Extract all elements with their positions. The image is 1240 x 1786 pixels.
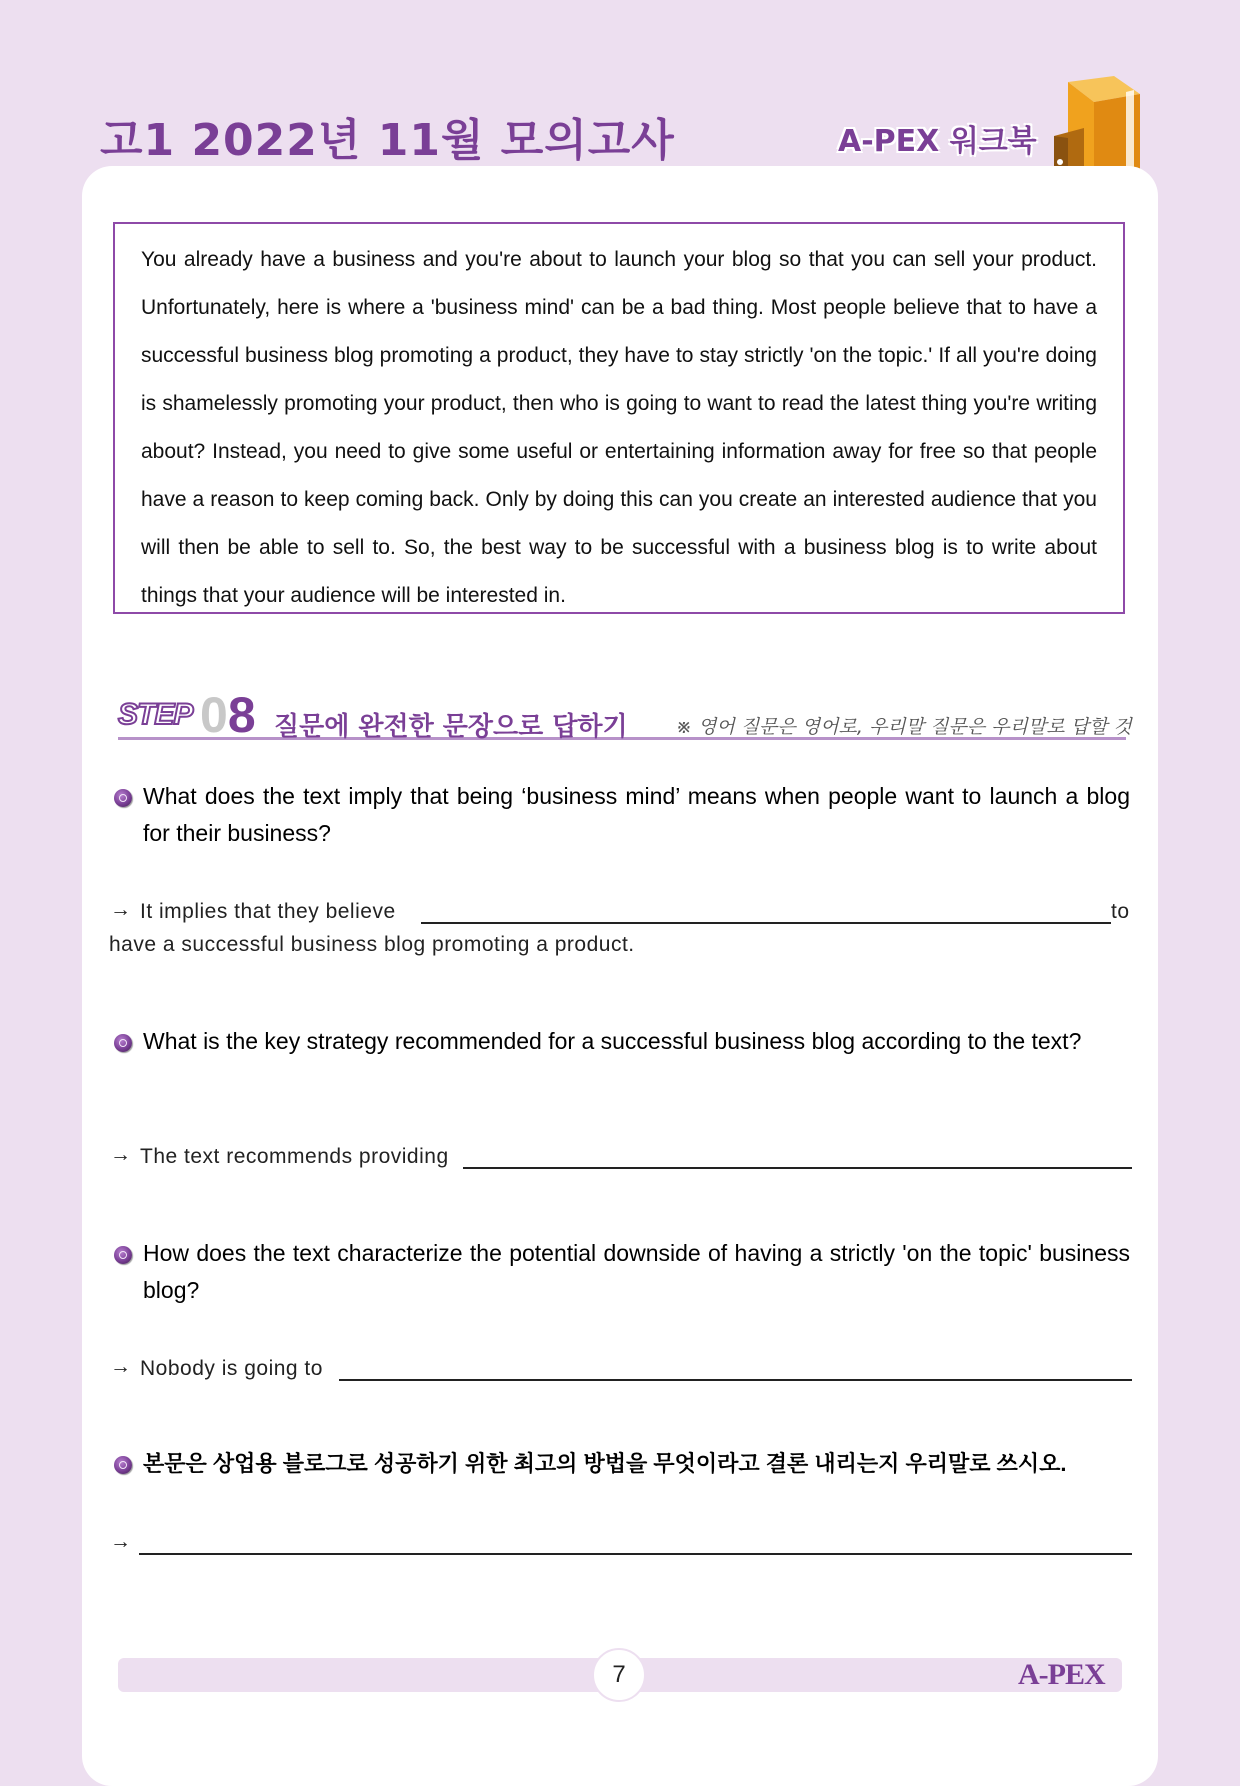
answer-2-blank[interactable]	[463, 1167, 1132, 1169]
answer-3-blank[interactable]	[339, 1379, 1132, 1381]
brand-logo: A-PEX 워크북	[838, 124, 1037, 159]
step-label: STEP	[118, 698, 193, 731]
answer-2-prefix: The text recommends providing	[140, 1145, 449, 1168]
step-number-digit-a: 0	[200, 687, 228, 743]
question-3: How does the text characterize the potential downside of having a strictly 'on the topic' business blog?	[143, 1240, 1130, 1303]
step-title: 질문에 완전한 문장으로 답하기	[274, 712, 628, 742]
footer-brand-logo: A-PEX	[1018, 1658, 1105, 1691]
page-title: 고1 2022년 11월 모의고사	[100, 115, 675, 166]
question-bullet-icon	[114, 1456, 132, 1474]
answer-4-blank[interactable]	[139, 1553, 1132, 1555]
answer-1-suffix: to	[1111, 900, 1130, 923]
answer-3-prefix: Nobody is going to	[140, 1357, 323, 1380]
answer-1-blank[interactable]	[421, 922, 1111, 924]
answer-arrow: →	[110, 898, 132, 921]
page-number: 7	[592, 1648, 646, 1702]
answer-1-prefix: It implies that they believe	[140, 900, 396, 923]
question-4: 본문은 상업용 블로그로 성공하기 위한 최고의 방법을 무엇이라고 결론 내리는지 우리말로 쓰시오.	[143, 1451, 1067, 1476]
question-bullet-icon	[114, 1034, 132, 1052]
answer-arrow: →	[110, 1530, 132, 1553]
answer-1-continued: have a successful business blog promoting a product.	[109, 933, 635, 956]
question-2: What is the key strategy recommended for a successful business blog according to the text?	[143, 1028, 1082, 1054]
question-bullet-icon	[114, 1246, 132, 1264]
step-number-digit-b: 8	[227, 687, 256, 743]
question-bullet-icon	[114, 789, 132, 807]
answer-arrow: →	[110, 1143, 132, 1166]
reading-passage	[113, 222, 1125, 614]
answer-arrow: →	[110, 1355, 132, 1378]
step-note: ※ 영어 질문은 영어로, 우리말 질문은 우리말로 답할 것	[676, 716, 1132, 738]
passage-text: You already have a business and you're about to launch your blog so that you can sell your product. Unfortunately, here is where a 'business mind' can be a bad thing. Most people believe that to have a successful business blog promoting a product, they have to stay strictly 'on the topic.' If all you're doing is shamelessly promoting your product, then who is going to want to read the latest thing you're writing about? Instead, you need to give some useful or entertaining information away for free so that people have a reason to keep coming back. Only by doing this can you create an interested audience that you will then be able to sell to. So, the best way to be successful with a business blog is to write about things that your audience will be interested in.	[141, 248, 1097, 607]
step-number	[200, 686, 256, 744]
question-1: What does the text imply that being ‘business mind’ means when people want to launch a blog for their business?	[143, 783, 1130, 846]
